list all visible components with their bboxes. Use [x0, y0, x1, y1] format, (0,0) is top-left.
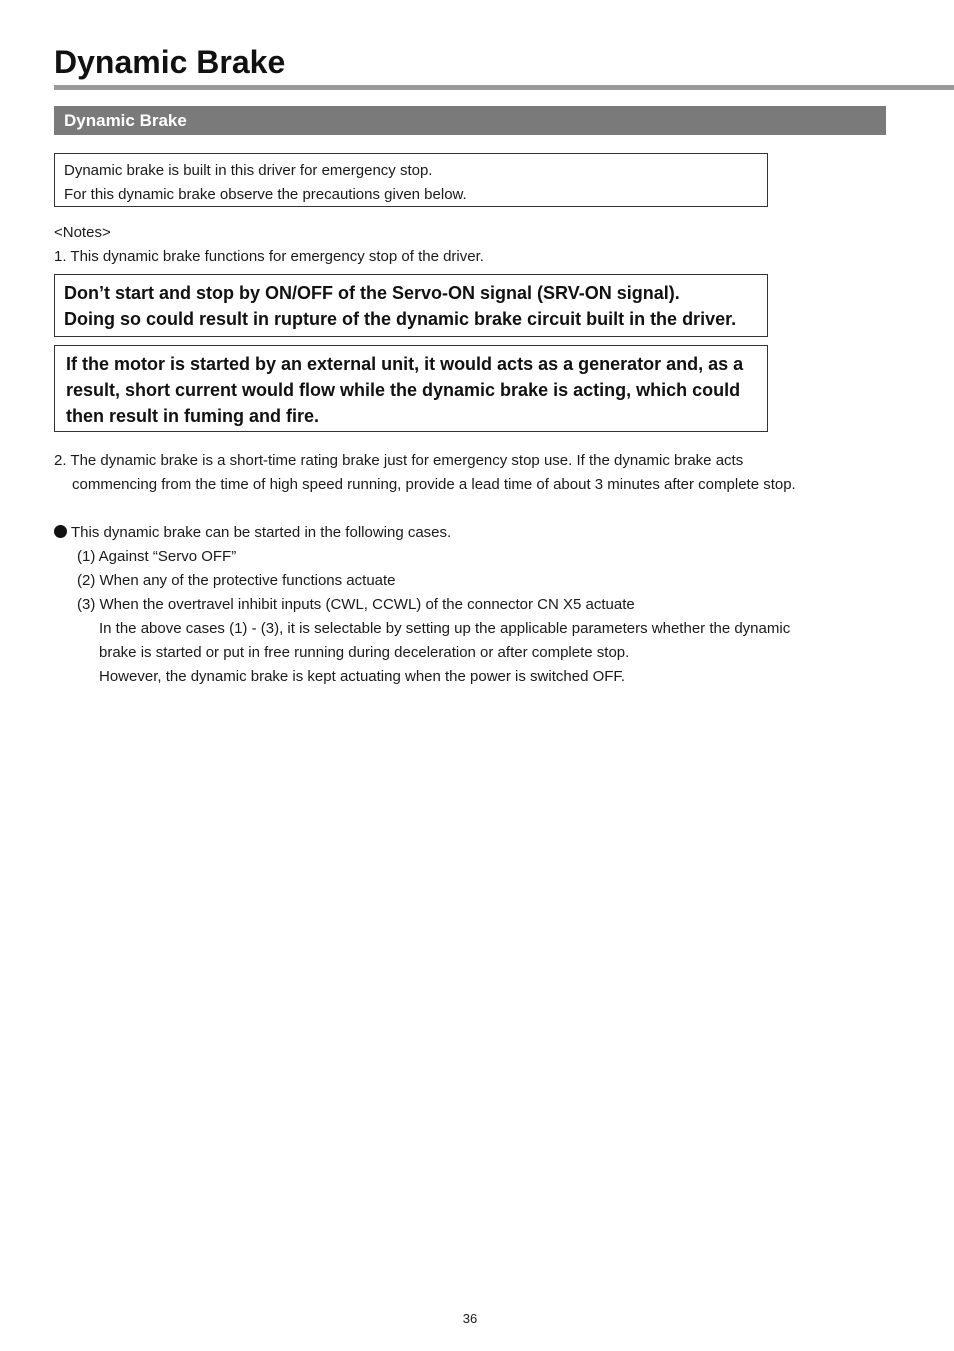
bullet-icon [54, 525, 67, 538]
case-item-2: (2) When any of the protective functions actuate [77, 572, 396, 589]
warning-line: then result in fuming and fire. [66, 406, 320, 426]
page-number: 36 [462, 1311, 478, 1326]
cases-intro-text: This dynamic brake can be started in the following cases. [71, 524, 452, 541]
intro-box [54, 153, 768, 207]
section-heading: Dynamic Brake [54, 106, 886, 135]
case-explanation: brake is started or put in free running during deceleration or after complete stop. [99, 644, 630, 661]
intro-line: For this dynamic brake observe the precautions given below. [64, 186, 467, 203]
notes-heading: <Notes> [54, 224, 111, 241]
page-title: Dynamic Brake [54, 44, 286, 80]
intro-line: Dynamic brake is built in this driver for emergency stop. [64, 162, 433, 179]
title-rule [54, 85, 954, 90]
note-item-2-continued: commencing from the time of high speed running, provide a lead time of about 3 minutes after complete stop. [72, 476, 796, 493]
note-item-2: 2. The dynamic brake is a short-time rating brake just for emergency stop use. If the dynamic brake acts [54, 452, 744, 469]
warning-line: If the motor is started by an external unit, it would acts as a generator and, as a [66, 354, 744, 374]
note-item-1: 1. This dynamic brake functions for emergency stop of the driver. [54, 248, 484, 265]
case-explanation: However, the dynamic brake is kept actuating when the power is switched OFF. [99, 668, 626, 685]
warning-line: result, short current would flow while the dynamic brake is acting, which could [66, 380, 741, 400]
warning-box-servo-on [54, 274, 768, 337]
warning-line: Doing so could result in rupture of the dynamic brake circuit built in the driver. [64, 309, 737, 329]
warning-box-external-unit [54, 345, 768, 432]
case-explanation: In the above cases (1) - (3), it is selectable by setting up the applicable parameters whether the dynamic [99, 620, 791, 637]
case-item-3: (3) When the overtravel inhibit inputs (CWL, CCWL) of the connector CN X5 actuate [77, 596, 635, 613]
warning-line: Don’t start and stop by ON/OFF of the Servo-ON signal (SRV-ON signal). [64, 283, 680, 303]
case-item-1: (1) Against “Servo OFF” [77, 548, 237, 565]
cases-intro [54, 521, 451, 545]
